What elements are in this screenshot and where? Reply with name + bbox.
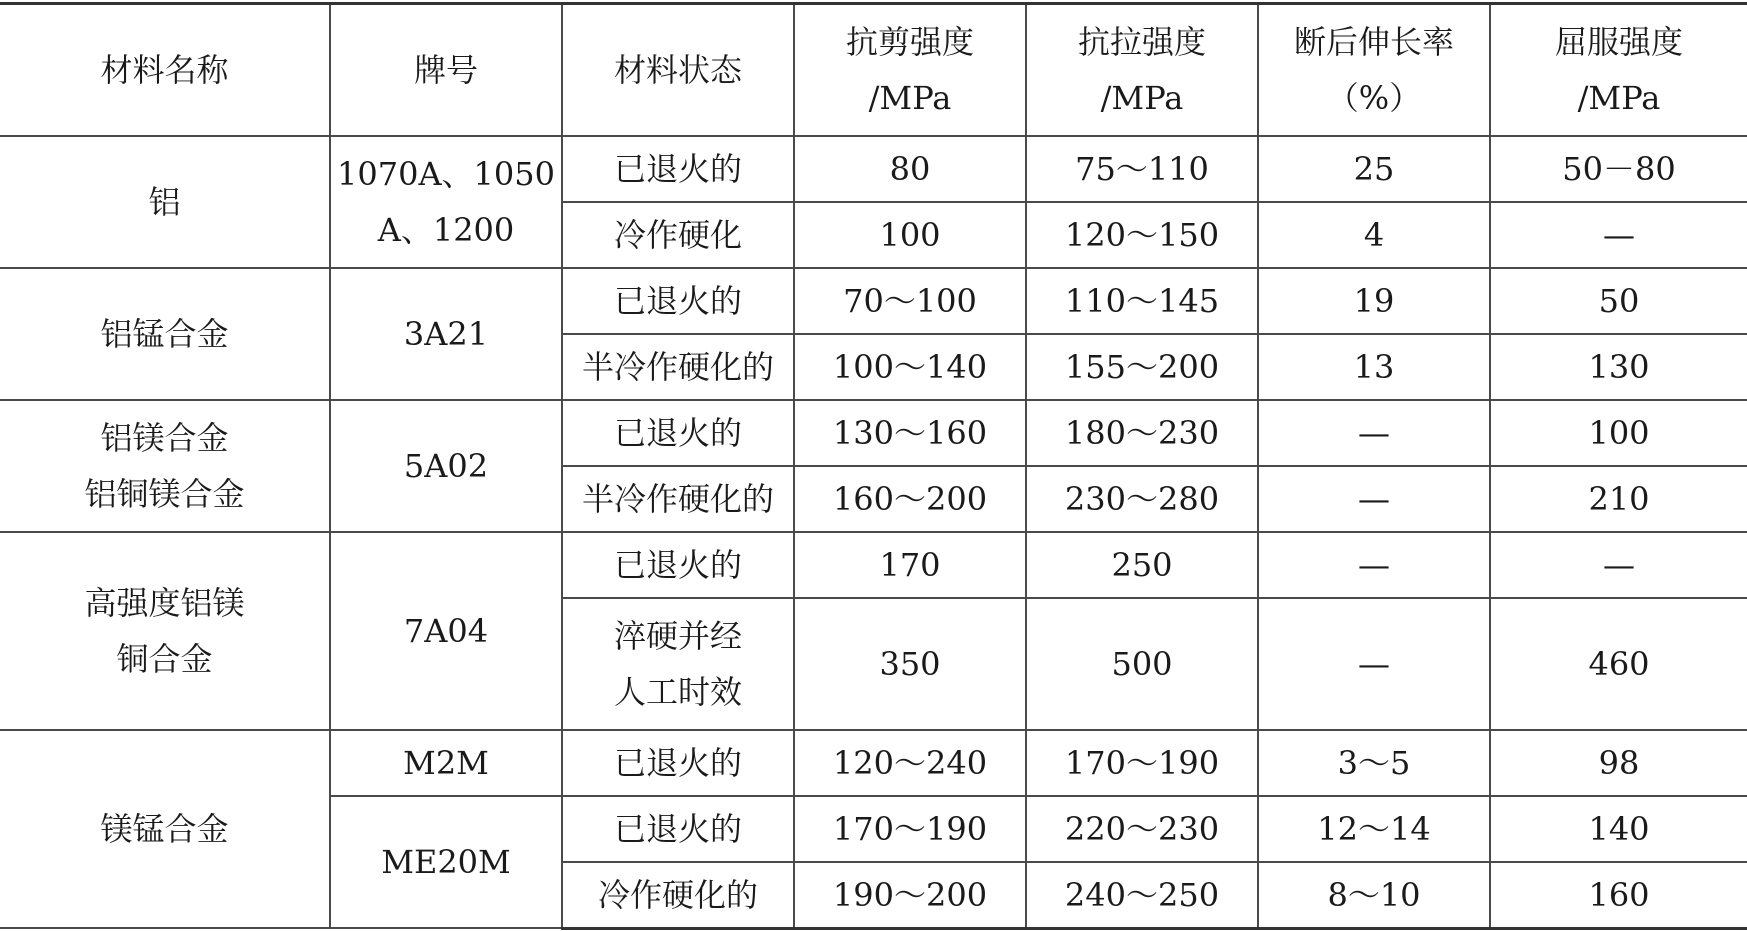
cell-elongation: 25 [1258, 136, 1490, 202]
cell-elongation: — [1258, 466, 1490, 532]
cell-yield-strength: 130 [1490, 334, 1747, 400]
cell-state: 已退火的 [562, 268, 794, 334]
cell-grade: M2M [330, 730, 562, 796]
cell-shear-strength: 190～200 [794, 862, 1026, 928]
cell-grade: 5A02 [330, 400, 562, 532]
cell-elongation: — [1258, 532, 1490, 598]
cell-material-name: 高强度铝镁 铜合金 [0, 532, 330, 730]
cell-tensile-strength: 110～145 [1026, 268, 1258, 334]
cell-shear-strength: 170～190 [794, 796, 1026, 862]
cell-state: 淬硬并经 人工时效 [562, 598, 794, 730]
cell-tensile-strength: 240～250 [1026, 862, 1258, 928]
table-row [0, 532, 1747, 598]
cell-material-name: 铝镁合金 铝铜镁合金 [0, 400, 330, 532]
cell-elongation: — [1258, 598, 1490, 730]
cell-material-name: 铝 [0, 136, 330, 268]
cell-elongation: — [1258, 400, 1490, 466]
cell-elongation: 8～10 [1258, 862, 1490, 928]
cell-tensile-strength: 120～150 [1026, 202, 1258, 268]
header-elongation: 断后伸长率 （%） [1258, 4, 1490, 137]
header-tensile-strength: 抗拉强度 /MPa [1026, 4, 1258, 137]
cell-yield-strength: 140 [1490, 796, 1747, 862]
cell-state: 已退火的 [562, 136, 794, 202]
cell-yield-strength: 50－80 [1490, 136, 1747, 202]
cell-yield-strength: 50 [1490, 268, 1747, 334]
cell-shear-strength: 70～100 [794, 268, 1026, 334]
cell-state: 半冷作硬化的 [562, 334, 794, 400]
cell-state: 冷作硬化的 [562, 862, 794, 928]
cell-yield-strength: 100 [1490, 400, 1747, 466]
cell-tensile-strength: 180～230 [1026, 400, 1258, 466]
cell-grade: 7A04 [330, 532, 562, 730]
cell-state: 已退火的 [562, 400, 794, 466]
cell-shear-strength: 100～140 [794, 334, 1026, 400]
cell-yield-strength: 98 [1490, 730, 1747, 796]
table-row [0, 400, 1747, 466]
cell-shear-strength: 350 [794, 598, 1026, 730]
cell-state: 已退火的 [562, 532, 794, 598]
header-state: 材料状态 [562, 4, 794, 137]
cell-grade: 3A21 [330, 268, 562, 400]
header-shear-strength: 抗剪强度 /MPa [794, 4, 1026, 137]
cell-state: 半冷作硬化的 [562, 466, 794, 532]
cell-elongation: 12～14 [1258, 796, 1490, 862]
table-row [0, 268, 1747, 334]
cell-shear-strength: 120～240 [794, 730, 1026, 796]
header-grade: 牌号 [330, 4, 562, 137]
cell-elongation: 4 [1258, 202, 1490, 268]
header-row [0, 4, 1747, 137]
cell-shear-strength: 130～160 [794, 400, 1026, 466]
cell-shear-strength: 160～200 [794, 466, 1026, 532]
cell-grade: ME20M [330, 796, 562, 928]
cell-shear-strength: 80 [794, 136, 1026, 202]
header-yield-strength: 屈服强度 /MPa [1490, 4, 1747, 137]
cell-tensile-strength: 170～190 [1026, 730, 1258, 796]
cell-shear-strength: 100 [794, 202, 1026, 268]
cell-elongation: 19 [1258, 268, 1490, 334]
cell-tensile-strength: 75～110 [1026, 136, 1258, 202]
cell-tensile-strength: 250 [1026, 532, 1258, 598]
cell-tensile-strength: 155～200 [1026, 334, 1258, 400]
cell-tensile-strength: 500 [1026, 598, 1258, 730]
cell-yield-strength: — [1490, 202, 1747, 268]
cell-grade: 1070A、1050A、1200 [330, 136, 562, 268]
cell-tensile-strength: 230～280 [1026, 466, 1258, 532]
cell-yield-strength: 210 [1490, 466, 1747, 532]
header-material-name: 材料名称 [0, 4, 330, 137]
cell-yield-strength: 460 [1490, 598, 1747, 730]
cell-material-name: 铝锰合金 [0, 268, 330, 400]
cell-tensile-strength: 220～230 [1026, 796, 1258, 862]
material-properties-table [0, 2, 1747, 930]
cell-state: 已退火的 [562, 796, 794, 862]
cell-yield-strength: 160 [1490, 862, 1747, 928]
cell-state: 冷作硬化 [562, 202, 794, 268]
cell-material-name: 镁锰合金 [0, 730, 330, 928]
cell-shear-strength: 170 [794, 532, 1026, 598]
cell-elongation: 13 [1258, 334, 1490, 400]
cell-elongation: 3～5 [1258, 730, 1490, 796]
cell-yield-strength: — [1490, 532, 1747, 598]
table-row [0, 136, 1747, 202]
table-row [0, 730, 1747, 796]
cell-state: 已退火的 [562, 730, 794, 796]
